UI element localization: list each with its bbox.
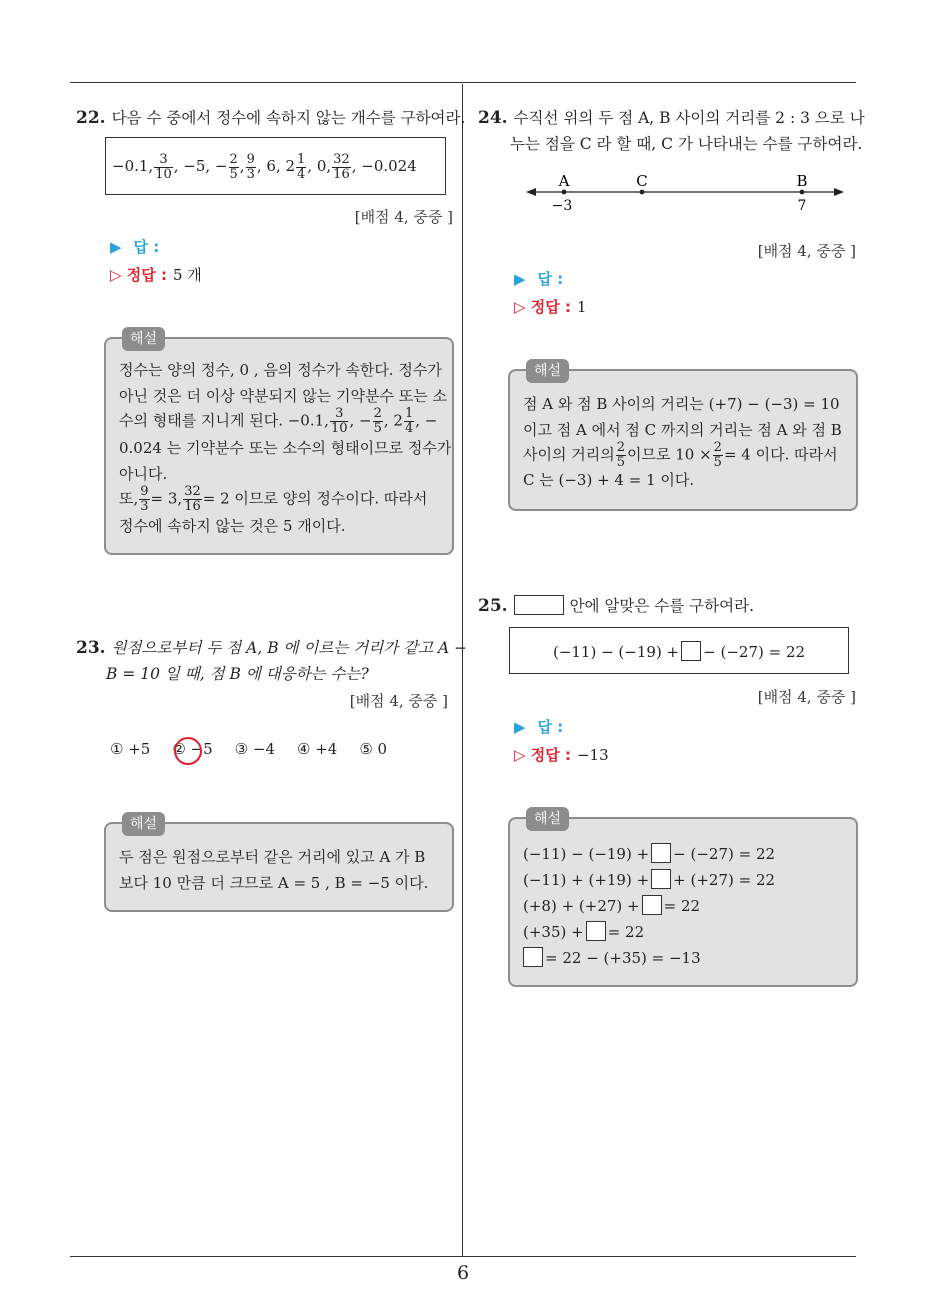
solution-line: = 22 − (+35) = −13 xyxy=(521,945,701,971)
blank-square xyxy=(651,869,671,889)
solution-line: (+35) + = 22 xyxy=(523,923,645,941)
blank-square xyxy=(681,641,701,661)
column-divider xyxy=(462,84,463,1256)
score-label: [배점 4, 중중 ] xyxy=(757,688,856,706)
point-c-label: C xyxy=(636,172,648,190)
choice-1[interactable]: ① +5 xyxy=(110,740,151,758)
page-number: 6 xyxy=(456,1262,470,1284)
solution-box xyxy=(508,811,858,987)
equation: (−11) − (−19) + − (−27) = 22 xyxy=(552,643,806,661)
question-number: 25. xyxy=(478,596,508,616)
correct-answer-row: ▷ 정답 : −13 xyxy=(514,746,609,764)
number-line xyxy=(520,168,850,218)
selected-answer-circle xyxy=(174,737,202,765)
top-rule xyxy=(70,82,856,83)
solution-line: (−11) + (+19) + + (+27) = 22 xyxy=(523,871,776,889)
bottom-rule xyxy=(70,1256,856,1257)
choice-4[interactable]: ④ +4 xyxy=(296,740,338,758)
correct-answer-row: ▷ 정답 : 1 xyxy=(514,298,587,316)
question-number: 24. xyxy=(478,108,508,128)
question-number: 22. xyxy=(76,108,106,128)
solution-box: 해설 두 점은 원점으로부터 같은 거리에 있고 A 가 B 보다 10 만큼 더 크므로 A = 5 , B = −5 이다. xyxy=(104,822,454,912)
answer-row: ▶ 답 : xyxy=(110,238,160,256)
question-number: 23. xyxy=(76,638,106,658)
question-23: 23. 원점으로부터 두 점 A, B 에 이르는 거리가 같고 A − xyxy=(76,638,468,658)
blank-square xyxy=(651,843,671,863)
solution-tag: 해설 xyxy=(526,359,569,383)
blank-square xyxy=(586,921,606,941)
play-outline-icon: ▷ xyxy=(514,298,526,316)
solution-tag: 해설 xyxy=(122,327,165,351)
solution-line: (−11) − (−19) + − (−27) = 22 xyxy=(523,845,776,863)
question-text: 다음 수 중에서 정수에 속하지 않는 개수를 구하여라. xyxy=(111,109,466,127)
play-outline-icon: ▷ xyxy=(514,746,526,764)
answer-row: ▶ 답 : xyxy=(514,270,564,288)
play-icon: ▶ xyxy=(110,238,122,256)
solution-box: 해설 점 A 와 점 B 사이의 거리는 (+7) − (−3) = 10 이고 점 A 에서 점 C 까지의 거리는 점 A 와 점 B 사이의 거리의 $\frac{2}{5}$ 이므로 10 × $\frac{2}{5}$ = 4 이다. 따라서 C 는 (−3) + 4 = 1 이다. xyxy=(508,369,858,511)
answer-row: ▶ 답 : xyxy=(514,718,564,736)
point-a-value: −3 xyxy=(551,198,573,214)
choice-3[interactable]: ③ −4 xyxy=(234,740,275,758)
play-icon: ▶ xyxy=(514,270,526,288)
solution-line: (+8) + (+27) + = 22 xyxy=(523,897,701,915)
play-icon: ▶ xyxy=(514,718,526,736)
solution-tag: 해설 xyxy=(122,812,165,836)
blank-box xyxy=(514,595,564,615)
question-22 xyxy=(76,104,465,132)
choice-2[interactable]: ② −5 xyxy=(172,740,213,758)
score-label: [배점 4, 중중 ] xyxy=(757,242,856,260)
score-label: [배점 4, 중중 ] xyxy=(349,692,448,710)
point-b-label: B xyxy=(796,172,808,190)
correct-answer-row: ▷ 정답 : 5 개 xyxy=(110,266,202,284)
choice-5[interactable]: ⑤ 0 xyxy=(359,740,388,758)
point-a-label: A xyxy=(558,172,570,190)
score-label: [배점 4, 중중 ] xyxy=(354,208,453,226)
point-b-value: 7 xyxy=(797,198,807,214)
question-text-line2: 누는 점을 C 라 할 때, C 가 나타내는 수를 구하여라. xyxy=(510,135,863,153)
solution-tag: 해설 xyxy=(526,807,569,831)
question-25: 25. 안에 알맞은 수를 구하여라. xyxy=(478,596,754,616)
choices xyxy=(110,740,387,758)
question-text-line2: B = 10 일 때, 점 B 에 대응하는 수는? xyxy=(106,665,369,683)
play-outline-icon: ▷ xyxy=(110,266,122,284)
blank-square xyxy=(642,895,662,915)
number-list: −0.1, $\frac{3}{10}$ , −5, − $\frac{2}{5}$ , $\frac{9}{3}$ , 6, 2 $\frac{1}{4}$ , 0, $\frac{32}{16}$ , −0.024 xyxy=(112,151,417,182)
solution-box: 해설 정수는 양의 정수, 0 , 음의 정수가 속한다. 정수가 아닌 것은 더 이상 약분되지 않는 기약분수 또는 소 수의 형태를 지니게 된다. −0.1, $\frac{3}{10}$ , − $\frac{2}{5}$ , 2 $\frac{1}{4}$ , − 0.024 는 기약분수 또는 소수의 형태이므로 정수가 아니다. 또, $\frac{9}{3}$ = 3, $\frac{32}{16}$ = 2 이므로 양의 정수이다. 따라서 정수에 속하지 않는 것은 5 개이다. xyxy=(104,337,454,555)
blank-square xyxy=(523,947,543,967)
question-24: 24. 수직선 위의 두 점 A, B 사이의 거리를 2 : 3 으로 나 xyxy=(478,108,865,128)
